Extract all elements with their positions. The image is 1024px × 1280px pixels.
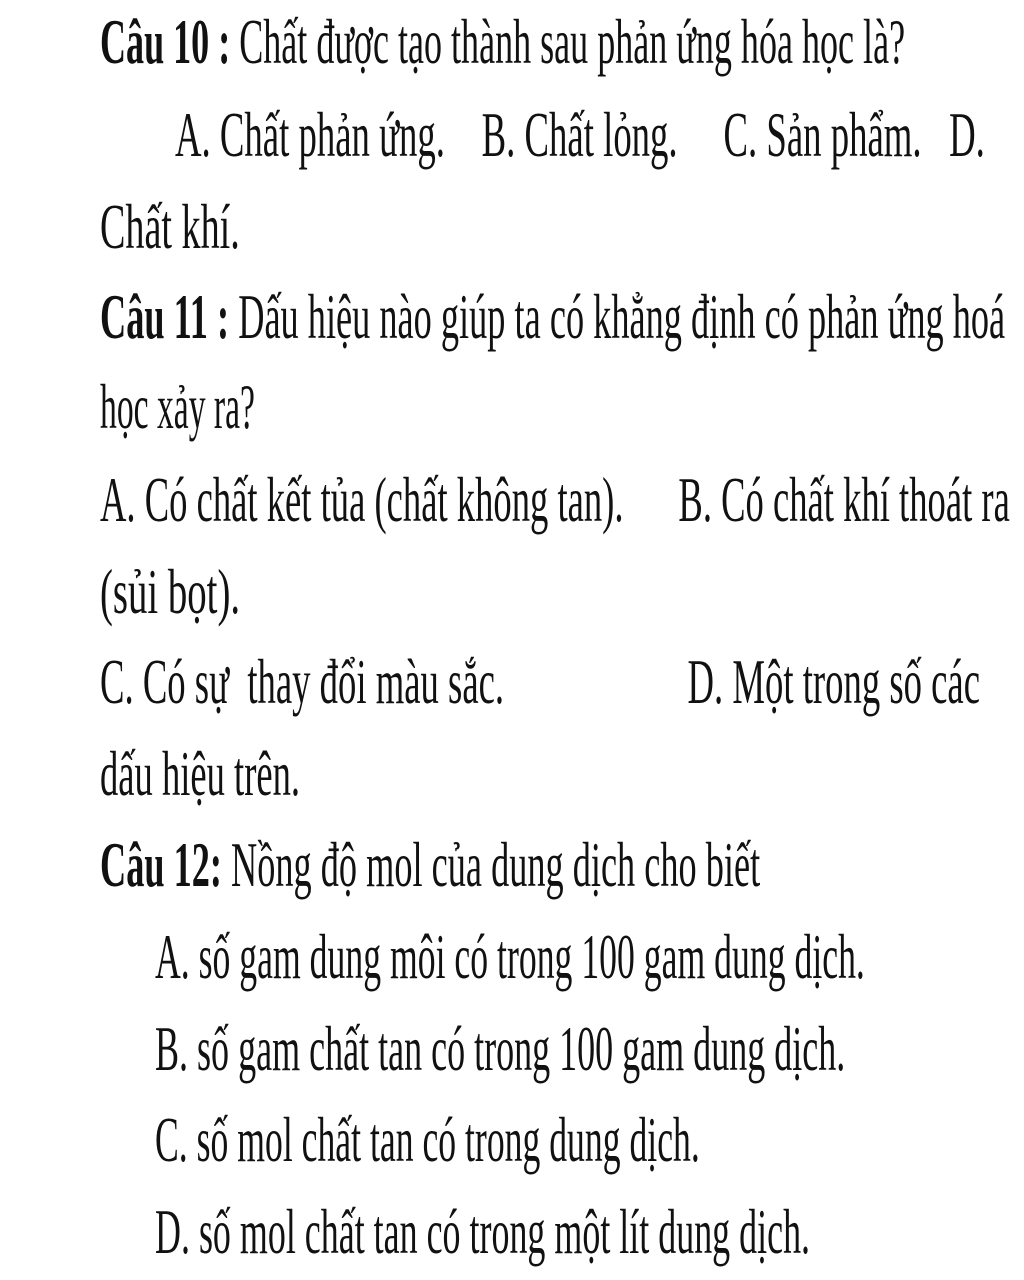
question-11: [100, 281, 1006, 352]
question-11-options-cd-cont: dấu hiệu trên.: [100, 738, 301, 809]
question-12-text: Nồng độ mol của dung dịch cho biết: [221, 829, 761, 900]
question-11-options-ab: A. Có chất kết tủa (chất không tan). B. Có chất khí thoát ra: [100, 464, 1010, 535]
question-10-text: Chất được tạo thành sau phản ứng hóa học là?: [230, 6, 906, 77]
question-11-text-cont: học xảy ra?: [100, 371, 255, 442]
question-10: [100, 6, 906, 77]
question-11-label: Câu 11 :: [100, 281, 230, 352]
question-11-options-ab-cont: (sủi bọt).: [100, 556, 241, 627]
question-10-label: Câu 10 :: [100, 6, 231, 77]
question-10-options: A. Chất phản ứng. B. Chất lỏng. C. Sản phẩm. D.: [175, 99, 985, 170]
question-12: [100, 829, 761, 900]
question-11-text: Dấu hiệu nào giúp ta có khẳng định có phản ứng hoá: [229, 281, 1006, 352]
question-12-option-d: D. số mol chất tan có trong một lít dung dịch.: [155, 1196, 811, 1267]
question-11-options-cd: C. Có sự thay đổi màu sắc. D. Một trong số các: [100, 646, 980, 717]
question-12-option-c: C. số mol chất tan có trong dung dịch.: [155, 1104, 700, 1175]
question-12-option-b: B. số gam chất tan có trong 100 gam dung dịch.: [155, 1013, 846, 1084]
question-12-label: Câu 12:: [100, 829, 222, 900]
question-10-options-cont: Chất khí.: [100, 191, 240, 262]
question-12-option-a: A. số gam dung môi có trong 100 gam dung dịch.: [155, 921, 865, 992]
